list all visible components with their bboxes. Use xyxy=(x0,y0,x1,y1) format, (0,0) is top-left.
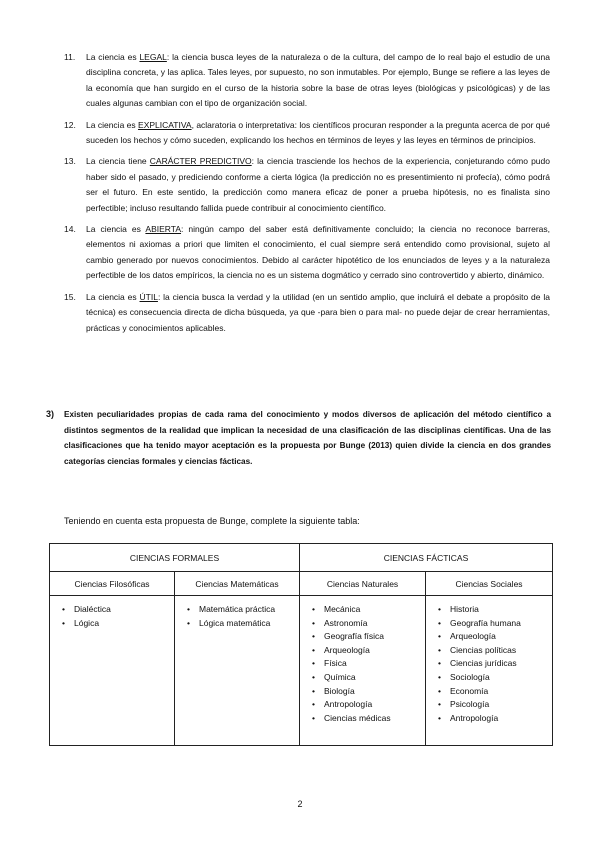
item-keyword: ÚTIL xyxy=(139,291,158,302)
list-item xyxy=(312,712,425,726)
list-item-label: Psicología xyxy=(450,699,490,710)
bullet-icon: • xyxy=(438,604,441,614)
item-number: 13. xyxy=(64,156,76,167)
bullet-icon: • xyxy=(438,712,441,723)
list-item xyxy=(187,603,299,617)
list-item-label: Dialéctica xyxy=(74,604,111,614)
list-item xyxy=(438,671,552,685)
list-item xyxy=(312,671,425,685)
bullet-icon: • xyxy=(312,604,315,614)
bullet-icon: • xyxy=(312,699,315,710)
list-item-label: Mecánica xyxy=(324,604,361,614)
bullet-icon: • xyxy=(62,617,65,628)
list-item-label: Geografía física xyxy=(324,631,385,642)
cell-sociales xyxy=(426,596,553,746)
list-item xyxy=(438,644,552,658)
header-ciencias-facticas: CIENCIAS FÁCTICAS xyxy=(300,544,553,572)
item-text: : ningún campo del saber está definitivamente concluido; la ciencia no reconoce barreras, elementos ni axiomas a priori que limiten el conocimiento, el cual siempre será entendido como provisional, sujeto al cambio generado por nuevos conocimientos. Debido al carácter hipotético de los enunciados de leyes y a la naturaleza perfectible de los datos empíricos, la ciencia no es un sistema dogmático y cerrado sino controvertido y abierto, dinámico. xyxy=(86,224,550,281)
list-item-label: Antropología xyxy=(450,712,499,723)
list-item xyxy=(312,617,425,631)
bullet-icon: • xyxy=(312,617,315,628)
subheader-sociales: Ciencias Sociales xyxy=(426,572,553,596)
list-item-label: Astronomía xyxy=(324,617,368,628)
bullet-icon: • xyxy=(312,685,315,696)
cell-matematicas xyxy=(175,596,300,746)
list-item xyxy=(64,154,550,216)
item-text: : la ciencia busca la verdad y la utilidad (en un sentido amplio, que incluirá el debate a propósito de la técnica) es consecuencia directa de dicha búsqueda, ya que -para bien o para mal- no puede dejar de crear herramientas, prácticas y conocimientos aplicables. xyxy=(86,291,550,333)
item-number: 12. xyxy=(64,119,76,130)
item-prefix: La ciencia es xyxy=(86,52,140,62)
list-item-label: Lógica xyxy=(74,617,100,628)
bullet-icon: • xyxy=(438,671,441,682)
bullet-icon: • xyxy=(312,671,315,682)
list-item xyxy=(187,617,299,631)
item-prefix: La ciencia es xyxy=(86,119,139,130)
section-3 xyxy=(46,407,551,469)
item-prefix: La ciencia es xyxy=(86,291,140,302)
list-item xyxy=(438,603,552,617)
list-item-label: Matemática práctica xyxy=(199,604,276,614)
list-item-label: Historia xyxy=(450,604,479,614)
list-item xyxy=(64,290,550,336)
subheader-matematicas: Ciencias Matemáticas xyxy=(175,572,300,596)
list-item xyxy=(64,118,550,149)
item-number: 15. xyxy=(64,291,76,302)
bullet-icon: • xyxy=(438,658,441,669)
bullet-icon: • xyxy=(312,631,315,642)
list-item-label: Geografía humana xyxy=(450,617,521,628)
subheader-filosoficas: Ciencias Filosóficas xyxy=(50,572,175,596)
list-item xyxy=(64,222,550,284)
item-text: : la ciencia busca leyes de la naturaleza o de la cultura, del campo de lo real bajo el estudio de una disciplina concreta, y las aplica. Tales leyes, por supuesto, no son inmutables. Por ejemplo, Bunge se refiere a las leyes de la economía que han surgido en el curso de la historia sobre la base de otras leyes (biológicas y psicológicas) y de las cuales algunas cambian con el tipo de organización social. xyxy=(86,52,550,109)
list-item xyxy=(62,617,174,631)
bullet-icon: • xyxy=(438,699,441,710)
list-item-label: Arqueología xyxy=(450,631,496,642)
cell-filosoficas xyxy=(50,596,175,746)
item-number: 14. xyxy=(64,224,76,235)
item-number: 11. xyxy=(64,52,76,62)
bullet-icon: • xyxy=(438,631,441,642)
list-item xyxy=(64,50,550,112)
item-keyword: EXPLICATIVA xyxy=(138,119,192,130)
header-ciencias-formales: CIENCIAS FORMALES xyxy=(50,544,300,572)
list-item-label: Ciencias médicas xyxy=(324,712,391,723)
list-item xyxy=(438,685,552,699)
instruction-text: Teniendo en cuenta esta propuesta de Bunge, complete la siguiente tabla: xyxy=(64,516,360,526)
classification-table xyxy=(49,543,553,746)
list-item-label: Arqueología xyxy=(324,644,370,655)
list-item xyxy=(438,712,552,726)
list-item xyxy=(62,603,174,617)
bullet-icon: • xyxy=(62,604,65,614)
item-keyword: LEGAL xyxy=(139,52,167,62)
cell-naturales xyxy=(300,596,426,746)
item-keyword: CARÁCTER PREDICTIVO xyxy=(149,156,252,167)
list-item xyxy=(438,617,552,631)
list-item xyxy=(312,657,425,671)
list-item-label: Química xyxy=(324,671,356,682)
bullet-icon: • xyxy=(187,617,190,628)
bullet-icon: • xyxy=(438,644,441,655)
subheader-naturales: Ciencias Naturales xyxy=(300,572,426,596)
item-text: : la ciencia trasciende los hechos de la experiencia, conjeturando cómo pudo haber sido el pasado, y prediciendo conforme a cierta lógica (la predicción no es presentimiento ni profecía), cómo podrá ser el futuro. En este sentido, la predicción como manera eficaz de poner a prueba hipótesis, no es finalista sino perfectible; incluso resultando fallida puede contribuir al conocimiento científico. xyxy=(86,156,550,213)
list-item-label: Biología xyxy=(324,685,355,696)
list-item-label: Ciencias políticas xyxy=(450,644,517,655)
item-prefix: La ciencia es xyxy=(86,224,146,235)
list-item xyxy=(312,603,425,617)
item-keyword: ABIERTA xyxy=(145,224,182,235)
bullet-icon: • xyxy=(438,685,441,696)
characteristics-list xyxy=(64,50,550,342)
list-item xyxy=(438,630,552,644)
list-item xyxy=(312,685,425,699)
section-paragraph: Existen peculiaridades propias de cada rama del conocimiento y modos diversos de aplicación del método científico a distintos segmentos de la realidad que implican la necesidad de una clasificación de las disciplinas científicas. Una de las clasificaciones que ha tenido mayor aceptación es la propuesta por Bunge (2013) quien divide la ciencia en dos grandes categorías ciencias formales y ciencias fácticas. xyxy=(64,410,551,466)
item-text: , aclaratoria o interpretativa: los científicos procuran responder a la pregunta acerca de por qué suceden los hechos y cómo suceden, explicando los hechos en términos de leyes y las leyes en términos de principios. xyxy=(86,119,550,146)
bullet-icon: • xyxy=(312,644,315,655)
bullet-icon: • xyxy=(438,617,441,628)
item-prefix: La ciencia tiene xyxy=(86,156,150,167)
list-item-label: Antropología xyxy=(324,699,373,710)
list-item xyxy=(438,698,552,712)
list-item-label: Lógica matemática xyxy=(199,617,271,628)
page-number: 2 xyxy=(297,799,303,809)
list-item xyxy=(438,657,552,671)
bullet-icon: • xyxy=(312,658,315,669)
bullet-icon: • xyxy=(312,712,315,723)
list-item-label: Economía xyxy=(450,685,489,696)
list-item-label: Sociología xyxy=(450,671,490,682)
section-number: 3) xyxy=(46,409,55,419)
list-item xyxy=(312,698,425,712)
list-item xyxy=(312,644,425,658)
list-item-label: Ciencias jurídicas xyxy=(450,658,517,669)
list-item xyxy=(312,630,425,644)
list-item-label: Física xyxy=(324,658,347,669)
bullet-icon: • xyxy=(187,604,190,614)
